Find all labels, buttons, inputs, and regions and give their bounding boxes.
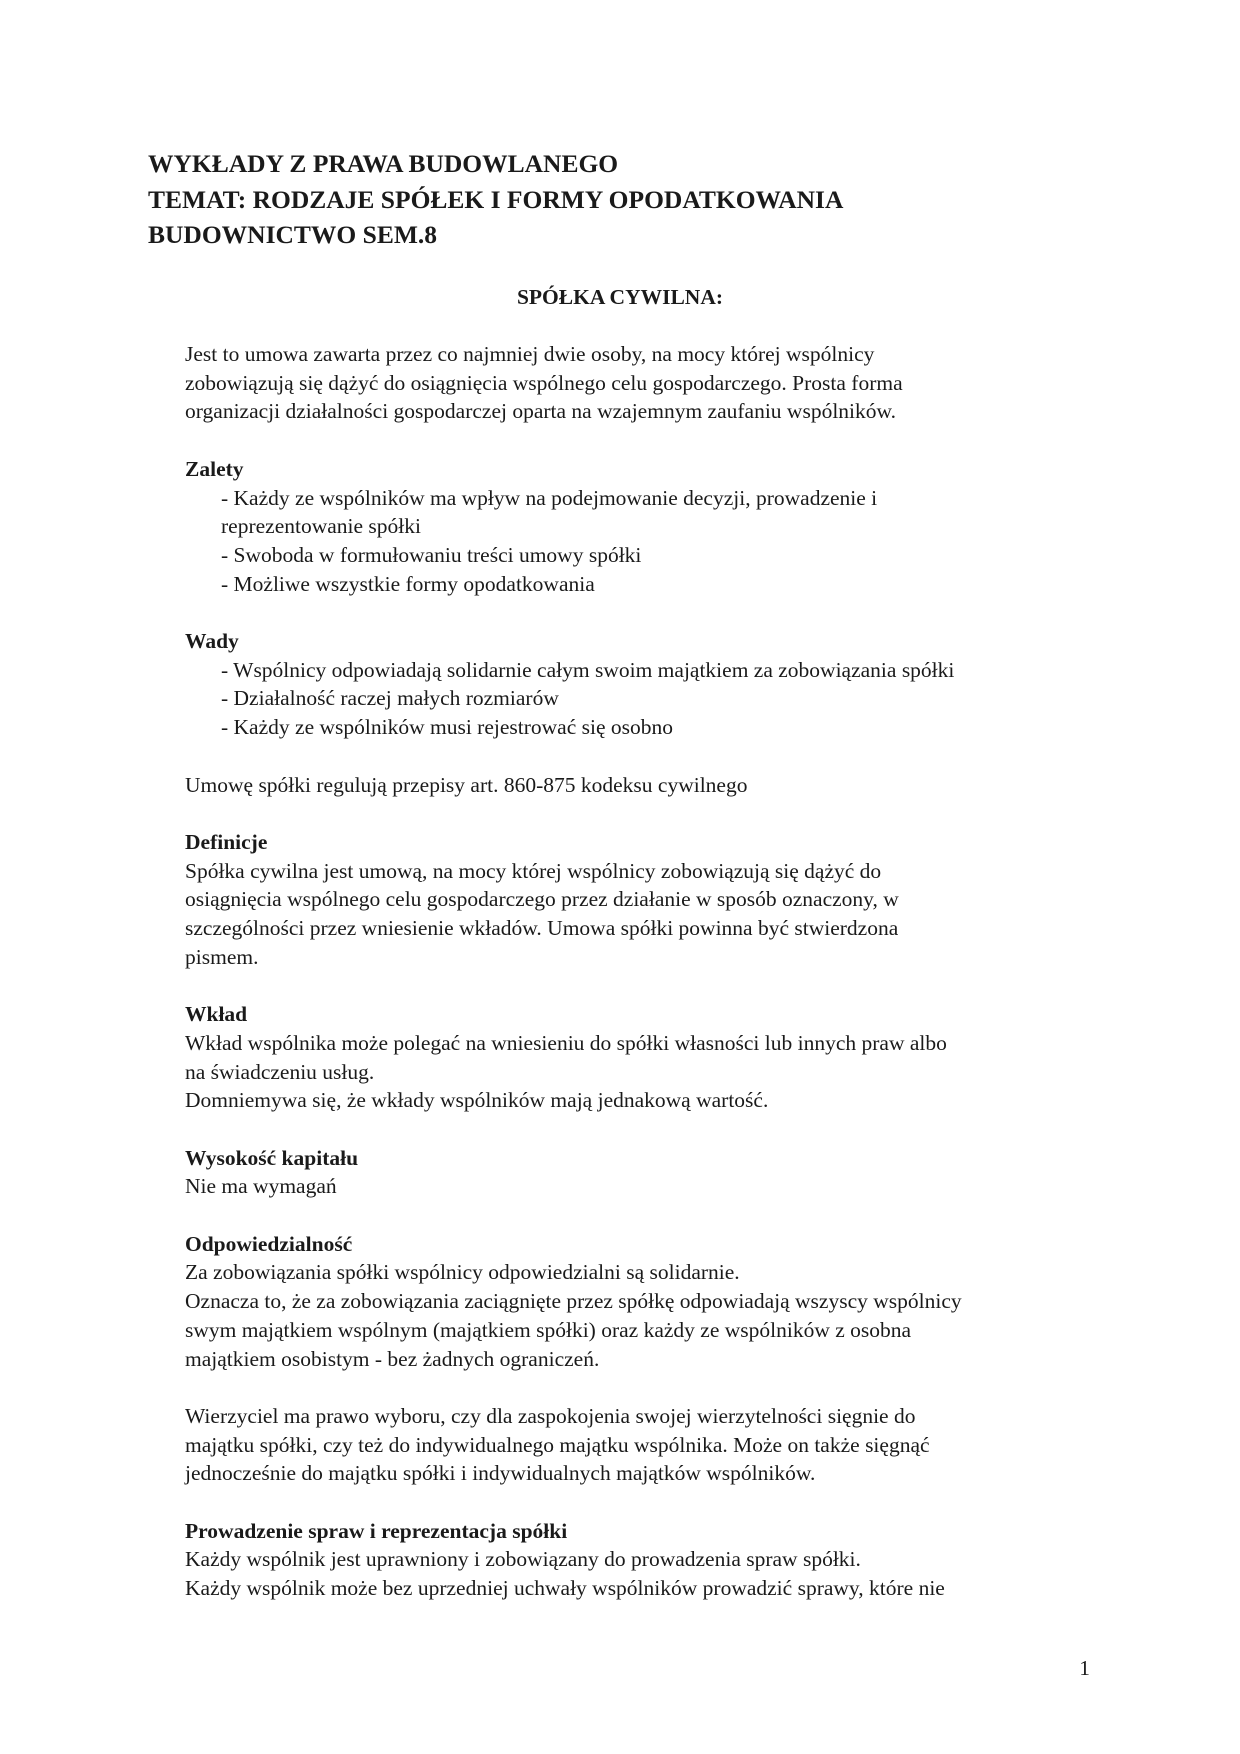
kapital-text: Nie ma wymagań [185,1174,337,1199]
prowadzenie-paragraph [185,1545,1105,1602]
kapital-heading: Wysokość kapitału [185,1145,359,1170]
text-line: na świadczeniu usług. [185,1059,375,1084]
text-line: Oznacza to, że za zobowiązania zaciągnięte przez spółkę odpowiadają wszyscy wspólnicy [185,1289,962,1314]
section-title: SPÓŁKA CYWILNA: [516,285,724,309]
text-line: zobowiązują się dążyć do osiągnięcia wspólnego celu gospodarczego. Prosta forma [185,370,903,395]
list-item-line: reprezentowanie spółki [221,514,421,539]
list-item [221,541,1105,570]
odpowiedzialnosc-paragraph [185,1258,1105,1373]
header-line-course: WYKŁADY Z PRAWA BUDOWLANEGO [148,149,619,178]
page-number: 1 [1079,1656,1090,1680]
text-line: Wkład wspólnika może polegać na wniesieniu do spółki własności lub innych praw albo [185,1030,947,1055]
text-line: Spółka cywilna jest umową, na mocy której wspólnicy zobowiązują się dążyć do [185,858,882,883]
list-item-line: - Możliwe wszystkie formy opodatkowania [221,571,595,596]
text-line: majątkiem osobistym - bez żadnych ograniczeń. [185,1346,600,1371]
text-line: majątku spółki, czy też do indywidualnego majątku wspólnika. Może on także sięgnąć [185,1432,930,1457]
document-header [148,146,843,253]
zalety-heading: Zalety [185,456,244,481]
text-line: Jest to umowa zawarta przez co najmniej dwie osoby, na mocy której wspólnicy [185,342,875,366]
list-item-line: - Każdy ze wspólników ma wpływ na podejmowanie decyzji, prowadzenie i [221,485,878,510]
wady-heading: Wady [185,629,239,653]
header-line-topic: TEMAT: RODZAJE SPÓŁEK I FORMY OPODATKOWANIA [148,184,844,214]
intro-paragraph [185,340,1105,426]
text-line: Domniemywa się, że wkłady wspólników mają jednakową wartość. [185,1088,769,1113]
wierzyciel-paragraph [185,1402,1105,1488]
list-item-line: - Swoboda w formułowaniu treści umowy spółki [221,542,642,567]
list-item: - Każdy ze wspólników musi rejestrować się osobno [221,715,673,740]
definicje-paragraph [185,857,1105,972]
text-line: Każdy wspólnik może bez uprzedniej uchwały wspólników prowadzić sprawy, które nie [185,1576,945,1601]
text-line: pismem. [185,944,259,969]
text-line: organizacji działalności gospodarczej oparta na wzajemnym zaufaniu wspólników. [185,399,897,424]
header-line-semester: BUDOWNICTWO SEM.8 [148,220,438,249]
text-line: szczególności przez wniesienie wkładów. Umowa spółki powinna być stwierdzona [185,916,899,940]
definicje-heading: Definicje [185,829,268,854]
text-line: osiągnięcia wspólnego celu gospodarczego przez działanie w sposób oznaczony, w [185,887,899,912]
text-line: Każdy wspólnik jest uprawniony i zobowiązany do prowadzenia spraw spółki. [185,1547,861,1572]
regulation-text: Umowę spółki regulują przepisy art. 860-875 kodeksu cywilnego [185,772,748,797]
text-line: jednocześnie do majątku spółki i indywidualnych majątków wspólników. [185,1461,816,1486]
document-body [185,340,1105,1603]
wklad-heading: Wkład [185,1002,248,1027]
text-line: swym majątkiem wspólnym (majątkiem spółki) oraz każdy ze wspólników z osobna [185,1317,912,1342]
list-item [221,570,1105,599]
text-line: Wierzyciel ma prawo wyboru, czy dla zaspokojenia swojej wierzytelności sięgnie do [185,1403,916,1428]
prowadzenie-heading: Prowadzenie spraw i reprezentacja spółki [185,1518,568,1543]
zalety-list [185,484,1105,599]
text-line: Za zobowiązania spółki wspólnicy odpowiedzialni są solidarnie. [185,1260,740,1285]
wady-list [185,656,1105,742]
list-item: - Działalność raczej małych rozmiarów [221,686,559,711]
odpowiedzialnosc-heading: Odpowiedzialność [185,1231,353,1256]
list-item: - Wspólnicy odpowiadają solidarnie całym swoim majątkiem za zobowiązania spółki [221,657,955,682]
list-item [221,484,1105,541]
wklad-paragraph [185,1029,1105,1115]
